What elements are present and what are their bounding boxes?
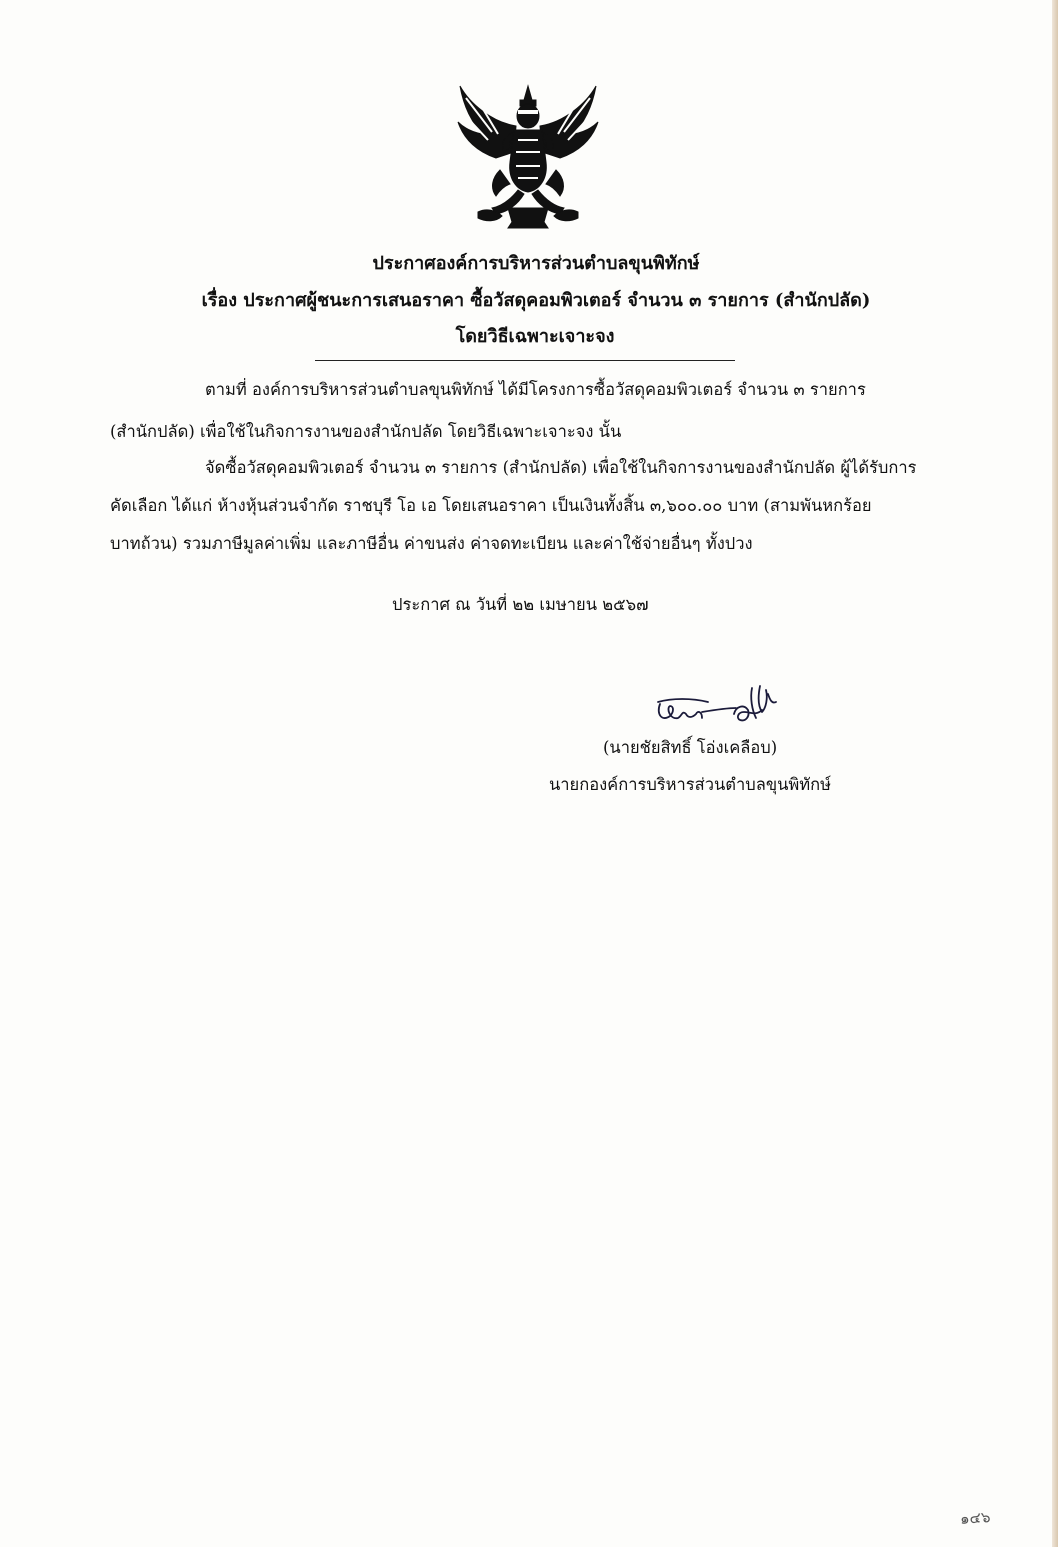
announcement-date: ประกาศ ณ วันที่ ๒๒ เมษายน ๒๕๖๗ [392, 595, 649, 614]
paragraph-1-line-2: (สำนักปลัด) เพื่อใช้ในกิจการงานของสำนักปลัด โดยวิธีเฉพาะเจาะจง นั้น [110, 422, 622, 441]
signer-position: นายกองค์การบริหารส่วนตำบลขุนพิทักษ์ [549, 775, 832, 794]
title-divider [315, 360, 735, 361]
handwritten-page-number: ๑๔๖ [959, 1507, 991, 1529]
paragraph-1-line-1: ตามที่ องค์การบริหารส่วนตำบลขุนพิทักษ์ ได้มีโครงการซื้อวัสดุคอมพิวเตอร์ จำนวน ๓ รายการ [205, 380, 866, 399]
signer-name: (นายชัยสิทธิ์ โอ่งเคลือบ) [603, 738, 778, 757]
paragraph-2-line-3: บาทถ้วน) รวมภาษีมูลค่าเพิ่ม และภาษีอื่น ค่าขนส่ง ค่าจดทะเบียน และค่าใช้จ่ายอื่นๆ ทั้งปวง [110, 534, 753, 553]
paragraph-2-line-2: คัดเลือก ได้แก่ ห้างหุ้นส่วนจำกัด ราชบุรี โอ เอ โดยเสนอราคา เป็นเงินทั้งสิ้น ๓,๖๐๐.๐๐ บาท (สามพันหกร้อย [110, 496, 872, 515]
announcement-title: ประกาศองค์การบริหารส่วนตำบลขุนพิทักษ์ [372, 253, 700, 274]
paragraph-2-line-1: จัดซื้อวัสดุคอมพิวเตอร์ จำนวน ๓ รายการ (สำนักปลัด) เพื่อใช้ในกิจการงานของสำนักปลัด ผู้ได้รับการ [205, 458, 917, 477]
garuda-emblem-icon [452, 82, 604, 232]
announcement-subject: เรื่อง ประกาศผู้ชนะการเสนอราคา ซื้อวัสดุคอมพิวเตอร์ จำนวน ๓ รายการ (สำนักปลัด) [201, 290, 871, 311]
signature-image [652, 680, 792, 732]
procurement-method: โดยวิธีเฉพาะเจาะจง [455, 326, 615, 347]
paper-edge [1052, 0, 1058, 1547]
